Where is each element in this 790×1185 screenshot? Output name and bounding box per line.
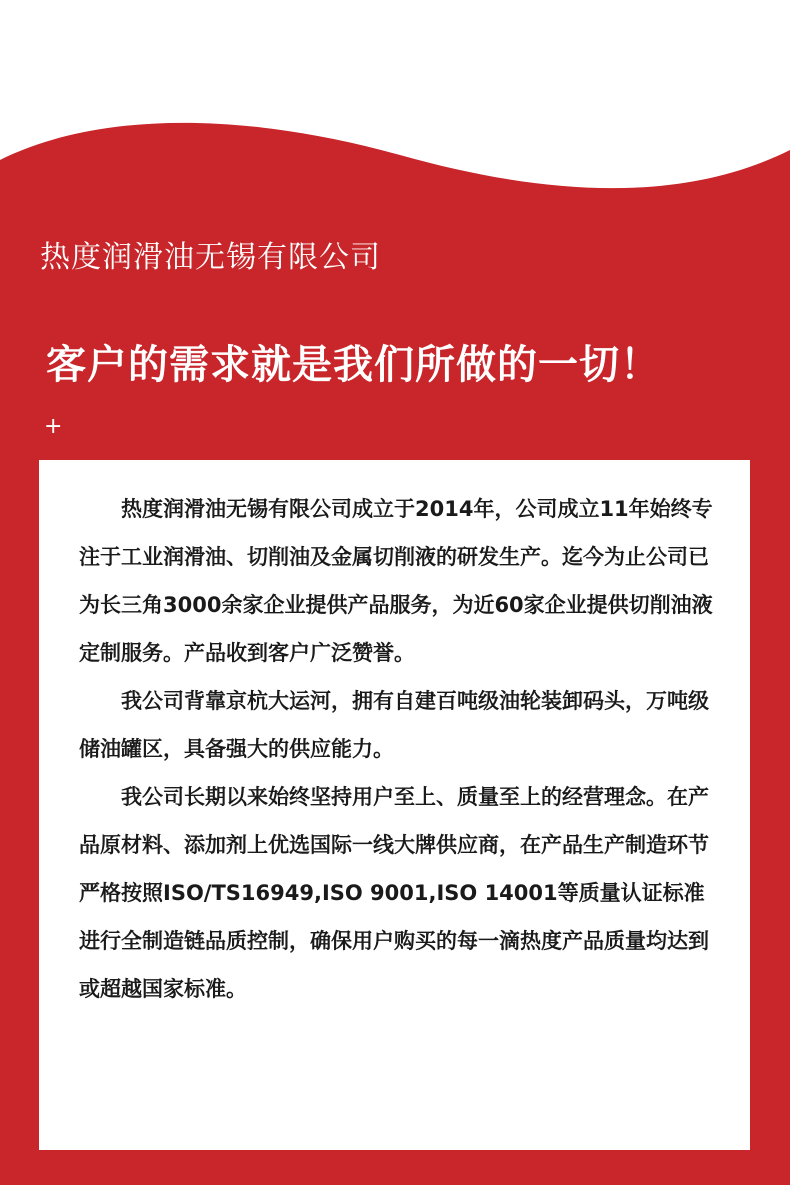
company-name: 热度润滑油无锡有限公司 bbox=[40, 240, 381, 275]
company-intro-panel bbox=[39, 460, 750, 1150]
intro-paragraph-supply: 我公司背靠京杭大运河，拥有自建百吨级油轮装卸码头，万吨级储油罐区，具备强大的供应能力。 bbox=[79, 689, 709, 761]
intro-paragraph-founding: 热度润滑油无锡有限公司成立于2014年，公司成立11年始终专注于工业润滑油、切削油及金属切削液的研发生产。迄今为止公司已为长三角3000余家企业提供产品服务，为近60家企业提供切削油液定制服务。产品收到客户广泛赞誉。 bbox=[79, 497, 713, 665]
intro-paragraph-quality: 我公司长期以来始终坚持用户至上、质量至上的经营理念。在产品原材料、添加剂上优选国际一线大牌供应商，在产品生产制造环节严格按照ISO/TS16949,ISO 9001,ISO 14001等质量认证标准进行全制造链品质控制，确保用户购买的每一滴热度产品质量均达到或超越国家标准。 bbox=[79, 785, 709, 1001]
slogan-heading: 客户的需求就是我们所做的一切！ bbox=[46, 342, 661, 388]
plus-icon: + bbox=[44, 414, 63, 439]
